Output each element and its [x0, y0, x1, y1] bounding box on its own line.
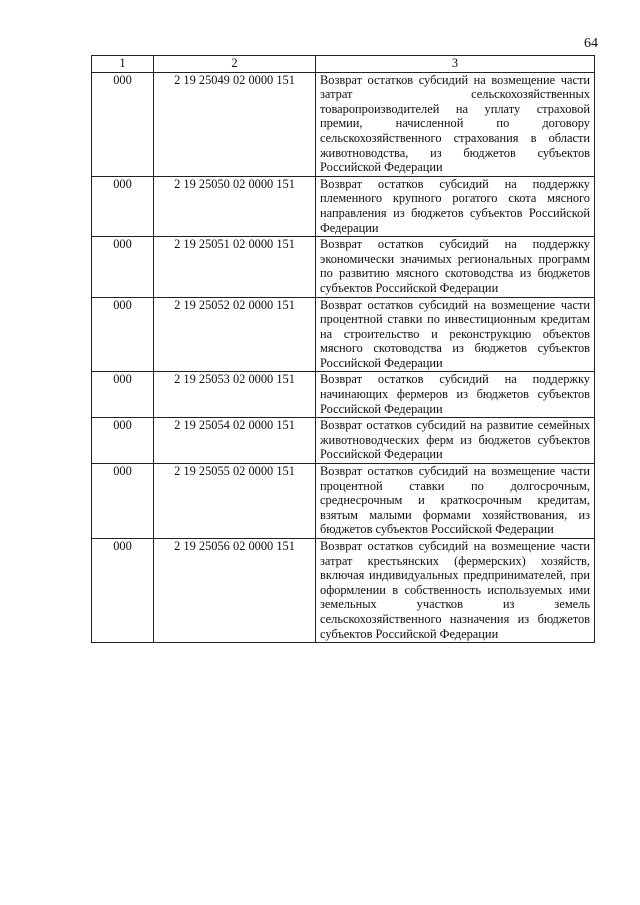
kbk-code-cell: 2 19 25053 02 0000 151: [154, 372, 316, 418]
description-cell: Возврат остатков субсидий на поддержку экономически значимых региональных программ по развитию мясного скотоводства из бюджетов субъектов Российской Федерации: [316, 237, 595, 297]
page-number: 64: [584, 36, 598, 51]
kbk-code-cell: 2 19 25051 02 0000 151: [154, 237, 316, 297]
table-row: [92, 539, 595, 643]
table-row: [92, 464, 595, 539]
kbk-code-cell: 2 19 25052 02 0000 151: [154, 297, 316, 372]
admin-code-cell: 000: [92, 418, 154, 464]
description-cell: Возврат остатков субсидий на возмещение части затрат крестьянских (фермерских) хозяйств, включая индивидуальных предпринимателей, при оформлении в собственность используемых ими земельных участков из земель сельскохозяйственного назначения из бюджетов субъектов Российской Федерации: [316, 539, 595, 643]
kbk-code-cell: 2 19 25054 02 0000 151: [154, 418, 316, 464]
column-header-1: 1: [92, 56, 154, 73]
kbk-code-cell: 2 19 25056 02 0000 151: [154, 539, 316, 643]
table-row: [92, 297, 595, 372]
admin-code-cell: 000: [92, 297, 154, 372]
table-row: [92, 418, 595, 464]
admin-code-cell: 000: [92, 176, 154, 236]
column-header-3: 3: [316, 56, 595, 73]
table-row: [92, 176, 595, 236]
table-header-row: [92, 56, 595, 73]
table-row: [92, 72, 595, 176]
table-row: [92, 372, 595, 418]
description-cell: Возврат остатков субсидий на возмещение части процентной ставки по долгосрочным, среднесрочным и краткосрочным кредитам, взятым малыми формами хозяйствования, из бюджетов субъектов Российской Федерации: [316, 464, 595, 539]
description-cell: Возврат остатков субсидий на поддержку начинающих фермеров из бюджетов субъектов Российской Федерации: [316, 372, 595, 418]
admin-code-cell: 000: [92, 539, 154, 643]
kbk-code-cell: 2 19 25050 02 0000 151: [154, 176, 316, 236]
column-header-2: 2: [154, 56, 316, 73]
table-row: [92, 237, 595, 297]
admin-code-cell: 000: [92, 464, 154, 539]
description-cell: Возврат остатков субсидий на поддержку племенного крупного рогатого скота мясного направления из бюджетов субъектов Российской Федерации: [316, 176, 595, 236]
kbk-code-cell: 2 19 25049 02 0000 151: [154, 72, 316, 176]
admin-code-cell: 000: [92, 237, 154, 297]
description-cell: Возврат остатков субсидий на развитие семейных животноводческих ферм из бюджетов субъектов Российской Федерации: [316, 418, 595, 464]
admin-code-cell: 000: [92, 372, 154, 418]
admin-code-cell: 000: [92, 72, 154, 176]
description-cell: Возврат остатков субсидий на возмещение части процентной ставки по инвестиционным кредитам на строительство и реконструкцию объектов мясного скотоводства из бюджетов субъектов Российской Федерации: [316, 297, 595, 372]
description-cell: Возврат остатков субсидий на возмещение части затрат сельскохозяйственных товаропроизводителей на уплату страховой премии, начисленной по договору сельскохозяйственного страхования в области животноводства, из бюджетов субъектов Российской Федерации: [316, 72, 595, 176]
kbk-code-cell: 2 19 25055 02 0000 151: [154, 464, 316, 539]
budget-classification-table: [91, 55, 595, 643]
